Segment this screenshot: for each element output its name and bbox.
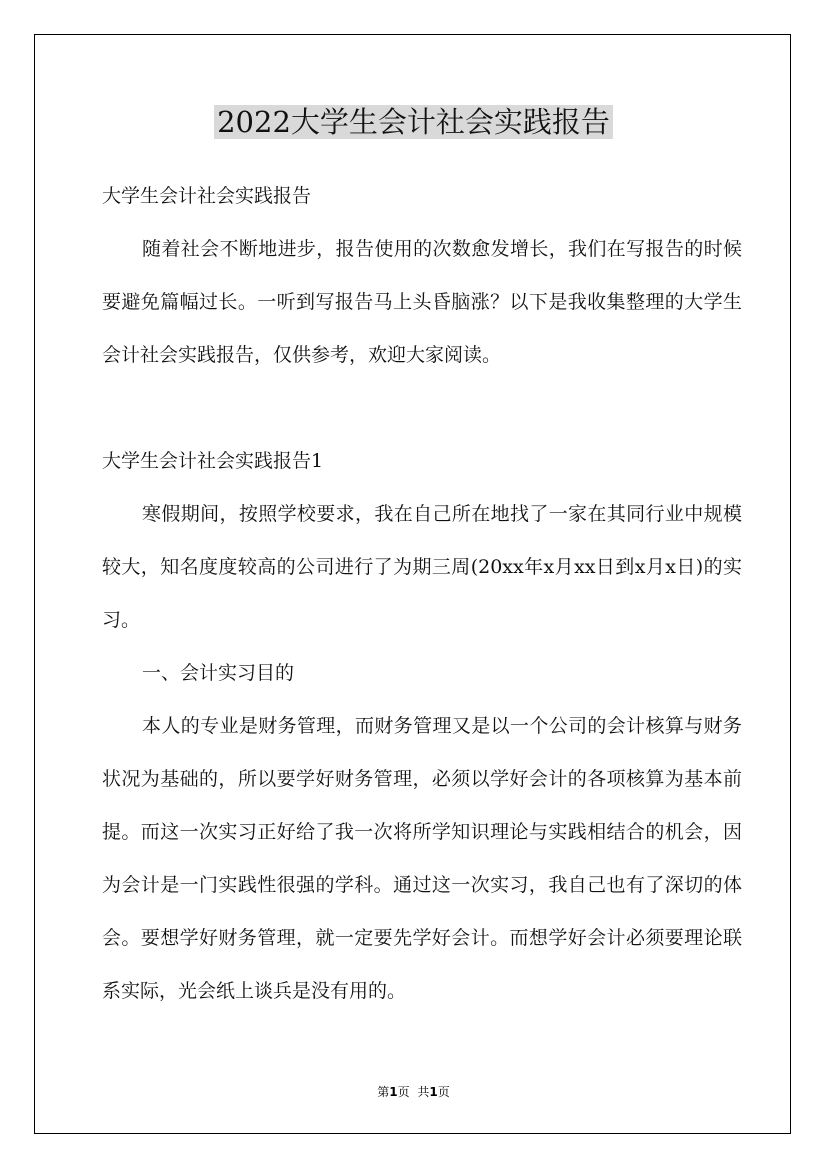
document-title-text: 2022大学生会计社会实践报告	[214, 105, 613, 139]
total-pages: 1	[429, 1085, 438, 1099]
intro-paragraph: 随着社会不断地进步，报告使用的次数愈发增长，我们在写报告的时候要避免篇幅过长。一听到写报告马上头昏脑涨？以下是我收集整理的大学生会计社会实践报告，仅供参考，欢迎大家阅读。	[102, 238, 742, 366]
document-body	[102, 170, 742, 1018]
page-number: 1	[389, 1085, 398, 1099]
total-suffix: 页	[437, 1085, 450, 1099]
paragraph-gap	[102, 382, 742, 435]
page-footer	[0, 1083, 827, 1100]
total-prefix: 共	[417, 1085, 430, 1099]
body-paragraph: 寒假期间，按照学校要求，我在自己所在地找了一家在其同行业中规模较大，知名度度较高的公司进行了为期三周(20xx年x月xx日到x月x日)的实习。	[102, 503, 742, 631]
page-prefix: 第	[377, 1085, 390, 1099]
report-heading: 大学生会计社会实践报告1	[102, 450, 324, 472]
page-suffix: 页	[397, 1085, 410, 1099]
section-heading: 大学生会计社会实践报告	[102, 185, 312, 207]
subsection-heading: 一、会计实习目的	[142, 662, 295, 684]
document-title	[0, 100, 827, 144]
body-paragraph: 本人的专业是财务管理，而财务管理又是以一个公司的会计核算与财务状况为基础的，所以要学好财务管理，必须以学好会计的各项核算为基本前提。而这一次实习正好给了我一次将所学知识理论与实践相结合的机会，因为会计是一门实践性很强的学科。通过这一次实习，我自己也有了深切的体会。要想学好财务管理，就一定要先学好会计。而想学好会计必须要理论联系实际，光会纸上谈兵是没有用的。	[102, 715, 742, 1002]
